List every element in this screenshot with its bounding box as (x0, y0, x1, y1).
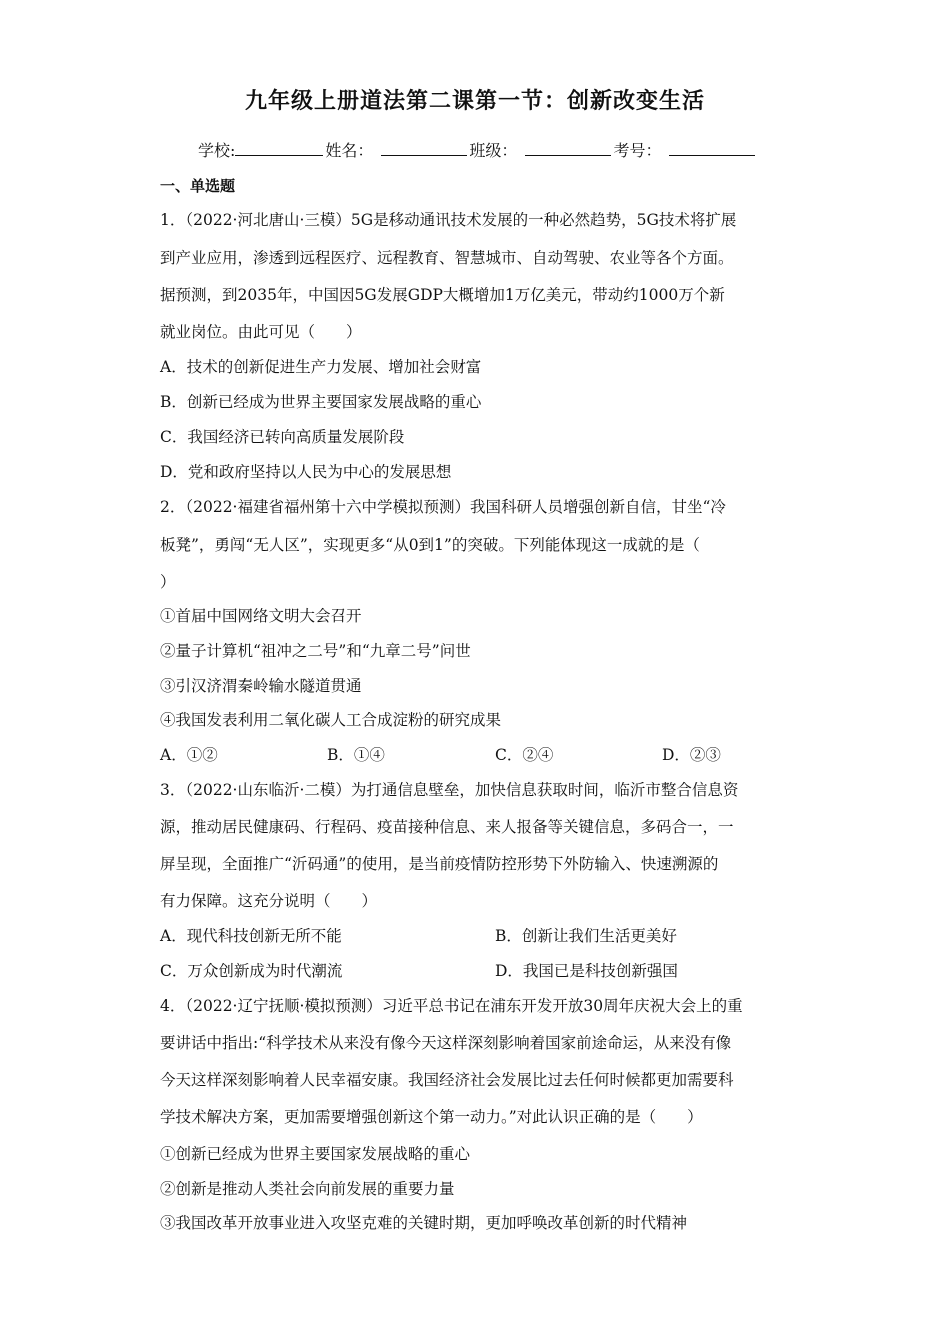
question-1-line: 据预测，到2035年，中国因5G发展GDP大概增加1万亿美元，带动约1000万个新 (160, 286, 725, 304)
school-label: 学校: (198, 141, 236, 160)
question-1-option-b: B．创新已经成为世界主要国家发展战略的重心 (160, 393, 482, 411)
school-blank (235, 141, 323, 156)
section-title: 一、单选题 (160, 177, 236, 195)
question-4-line: 今天这样深刻影响着人民幸福安康。我国经济社会发展比过去任何时候都更加需要科 (160, 1071, 734, 1089)
question-3-option-c: C．万众创新成为时代潮流 (160, 962, 343, 980)
question-2-item: ③引汉济渭秦岭输水隧道贯通 (160, 677, 362, 695)
name-label: 姓名： (325, 141, 374, 160)
question-3-line: 屏呈现，全面推广“沂码通”的使用，是当前疫情防控形势下外防输入、快速溯源的 (160, 855, 719, 873)
question-2-option-d: D．②③ (662, 746, 721, 764)
question-1-line: 1．（2022·河北唐山·三模）5G是移动通讯技术发展的一种必然趋势，5G技术将扩展 (160, 211, 737, 229)
exam-no-blank (669, 141, 755, 156)
question-4-item: ①创新已经成为世界主要国家发展战略的重心 (160, 1145, 471, 1163)
question-3-line: 有力保障。这充分说明（ ） (160, 892, 378, 910)
question-4-line: 学技术解决方案，更加需要增强创新这个第一动力。”对此认识正确的是（ ） (160, 1108, 703, 1126)
question-3-option-a: A．现代科技创新无所不能 (160, 927, 342, 945)
question-2-option-a: A．①② (160, 746, 218, 764)
name-blank (381, 141, 467, 156)
question-1-line: 到产业应用，渗透到远程医疗、远程教育、智慧城市、自动驾驶、农业等各个方面。 (160, 249, 734, 267)
question-4-item: ③我国改革开放事业进入攻坚克难的关键时期，更加呼唤改革创新的时代精神 (160, 1214, 688, 1232)
class-label: 班级： (469, 141, 518, 160)
question-2-item: ④我国发表利用二氧化碳人工合成淀粉的研究成果 (160, 711, 502, 729)
class-blank (525, 141, 611, 156)
question-4-line: 4．（2022·辽宁抚顺·模拟预测）习近平总书记在浦东开发开放30周年庆祝大会上的重 (160, 997, 743, 1015)
question-2-item: ①首届中国网络文明大会召开 (160, 607, 362, 625)
exam-no-label: 考号： (613, 141, 662, 160)
student-info-row (198, 138, 757, 161)
question-2-option-b: B．①④ (327, 746, 385, 764)
question-2-option-c: C．②④ (495, 746, 554, 764)
question-3-option-b: B．创新让我们生活更美好 (495, 927, 677, 945)
question-3-line: 源，推动居民健康码、行程码、疫苗接种信息、来人报备等关键信息，多码合一，一 (160, 818, 734, 836)
question-1-option-a: A．技术的创新促进生产力发展、增加社会财富 (160, 358, 482, 376)
question-4-item: ②创新是推动人类社会向前发展的重要力量 (160, 1180, 455, 1198)
question-2-item: ②量子计算机“祖冲之二号”和“九章二号”问世 (160, 642, 471, 660)
question-2-line: 板凳”，勇闯“无人区”，实现更多“从0到1”的突破。下列能体现这一成就的是（ (160, 536, 700, 554)
page-title: 九年级上册道法第二课第一节：创新改变生活 (244, 89, 705, 114)
question-1-option-d: D．党和政府坚持以人民为中心的发展思想 (160, 463, 452, 481)
question-3-option-d: D．我国已是科技创新强国 (495, 962, 678, 980)
question-1-option-c: C．我国经济已转向高质量发展阶段 (160, 428, 405, 446)
question-2-line: 2．（2022·福建省福州第十六中学模拟预测）我国科研人员增强创新自信，甘坐“冷 (160, 498, 726, 516)
question-3-line: 3．（2022·山东临沂·二模）为打通信息壁垒，加快信息获取时间，临沂市整合信息资 (160, 781, 739, 799)
question-2-line: ） (160, 573, 176, 591)
question-4-line: 要讲话中指出:“科学技术从来没有像今天这样深刻影响着国家前途命运，从来没有像 (160, 1034, 732, 1052)
question-1-line: 就业岗位。由此可见（ ） (160, 323, 362, 341)
